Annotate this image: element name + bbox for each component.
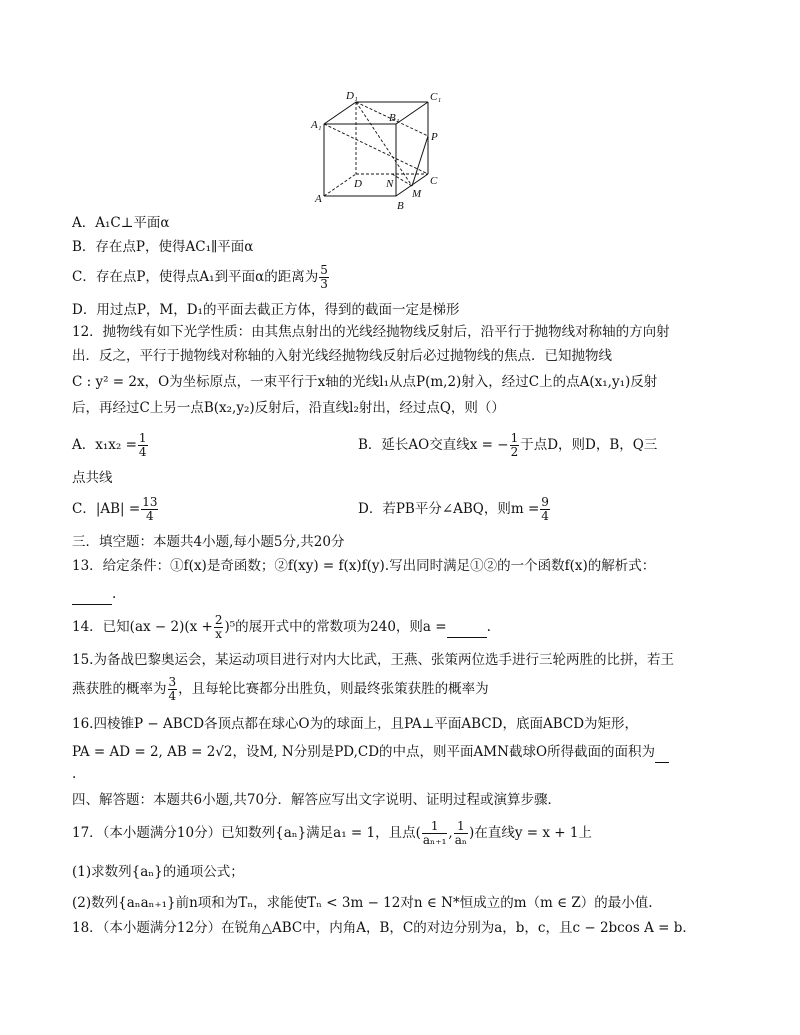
q13-blank [72, 584, 112, 605]
q14-blank [447, 617, 487, 638]
fraction-5-3: $\frac{5}{3}$ [320, 263, 328, 291]
fraction-13-4: $\frac{13}{4}$ [142, 495, 158, 523]
fraction-9-4: $\frac{9}{4}$ [541, 495, 549, 523]
q15-line-2: 燕获胜的概率为 $\frac{3}{4}$ ，且每轮比赛都分出胜负，则最终张策获胜的概率为 [72, 675, 489, 703]
q12-option-c: C．|AB| = $\frac{13}{4}$ [72, 495, 158, 523]
label-p: P [431, 131, 438, 143]
q12-line-1: 12．抛物线有如下光学性质：由其焦点射出的光线经抛物线反射后，沿平行于抛物线对称轴的方向射 [72, 324, 670, 340]
q11-option-d: D．用过点P，M，D₁的平面去截正方体，得到的截面一定是梯形 [72, 302, 460, 318]
edge-a1d1 [324, 102, 356, 124]
q18-line: 18．（本小题满分12分）在锐角△ABC中，内角A，B，C的对边分别为a，b，c，且c − 2bcos A = b． [72, 920, 696, 936]
fraction-2-x: $\frac{2}{x}$ [214, 613, 223, 641]
section-3-heading: 三．填空题：本题共4小题,每小题5分,共20分 [72, 534, 345, 550]
label-d1: D₁ [346, 90, 358, 102]
q15-line-1: 15.为备战巴黎奥运会，某运动项目进行对内大比武，王燕、张策两位选手进行三轮两胜的比拼，若王 [72, 652, 674, 668]
q11-option-b: B．存在点P，使得AC₁∥平面α [72, 239, 254, 255]
fraction-1-an1: $\frac{1}{\text{aₙ₊₁}}$ [422, 819, 447, 847]
label-b1: B₁ [389, 112, 400, 124]
segment-pm [412, 136, 428, 186]
q11-option-c-text: C．存在点P，使得点A₁到平面α的距离为 [72, 269, 319, 285]
q17-part-1: (1)求数列{aₙ}的通项公式； [72, 864, 244, 880]
cube-figure [300, 88, 460, 220]
q11-option-a: A．A₁C⊥平面α [72, 215, 170, 231]
q16-line-3: . [72, 766, 77, 782]
fraction-1-2: $\frac{1}{2}$ [510, 431, 519, 459]
q12-option-d: D．若PB平分∠ABQ，则m = $\frac{9}{4}$ [358, 495, 549, 523]
label-m: M [412, 188, 422, 200]
segment-d1m [356, 102, 412, 186]
q13-line-1: 13．给定条件：①f(x)是奇函数；②f(xy) = f(x)f(y).写出同时满足①②的一个函数f(x)的解析式： [72, 558, 656, 574]
section-4-heading: 四、解答题：本题共6小题,共70分．解答应写出文字说明、证明过程或演算步骤． [72, 792, 562, 808]
q16-line-2: PA = AD = 2, AB = 2√2，设M, N分别是PD,CD的中点，则平面AMN截球O所得截面的面积为 [72, 742, 669, 763]
cube-diagram [300, 88, 460, 216]
q12-line-2: 出．反之，平行于抛物线对称轴的入射光线经抛物线反射后必过抛物线的焦点．已知抛物线 [72, 348, 612, 364]
edge-ad [324, 174, 356, 196]
q13-answer-line: . [72, 584, 116, 605]
q14-line: 14．已知(ax − 2)(x + $\frac{2}{x}$ )⁵的展开式中的常数项为240，则a = . [72, 613, 491, 641]
q16-line-1: 16.四棱锥P − ABCD各顶点都在球心O为的球面上，且PA⊥平面ABCD，底面ABCD为矩形， [72, 716, 639, 732]
label-b: B [397, 200, 404, 212]
fraction-3-4: $\frac{3}{4}$ [168, 675, 177, 703]
label-n: N [386, 178, 394, 190]
q12-option-b-continued: 点共线 [72, 470, 113, 486]
label-c1: C₁ [430, 91, 442, 103]
label-a1: A₁ [311, 119, 322, 131]
edge-b1c1 [396, 102, 428, 124]
q11-option-c [72, 264, 330, 291]
q12-option-b: B．延长AO交直线x = − $\frac{1}{2}$ 于点D，则D，B，Q三 [358, 431, 658, 459]
q12-option-a: A．x₁x₂ = $\frac{1}{4}$ [72, 431, 147, 459]
fraction-1-an: $\frac{1}{\text{aₙ}}$ [454, 819, 468, 847]
q12-line-3: C : y² = 2x，O为坐标原点，一束平行于x轴的光线l₁从点P(m,2)射入，经过C上的点A(x₁,y₁)反射 [72, 374, 658, 390]
segment-nm [392, 174, 412, 186]
q16-blank [655, 742, 669, 763]
q17-line: 17．（本小题满分10分）已知数列{aₙ}满足a₁ = 1，且点( $\frac{1}{\text{aₙ₊₁}}$ , $\frac{1}{\text{aₙ}}$ )在直线y = x + 1上 [72, 819, 592, 847]
label-c: C [430, 175, 438, 187]
label-a: A [315, 193, 322, 205]
q12-line-4: 后，再经过C上另一点B(x₂,y₂)反射后，沿直线l₂射出，经过点Q，则（） [72, 400, 505, 416]
fraction-1-4: $\frac{1}{4}$ [138, 431, 147, 459]
q17-part-2: (2)数列{aₙaₙ₊₁}前n项和为Tₙ，求能使Tₙ < 3m − 12对n ∈ N*恒成立的m（m ∈ Z）的最小值. [72, 895, 653, 911]
label-d: D [354, 178, 362, 190]
